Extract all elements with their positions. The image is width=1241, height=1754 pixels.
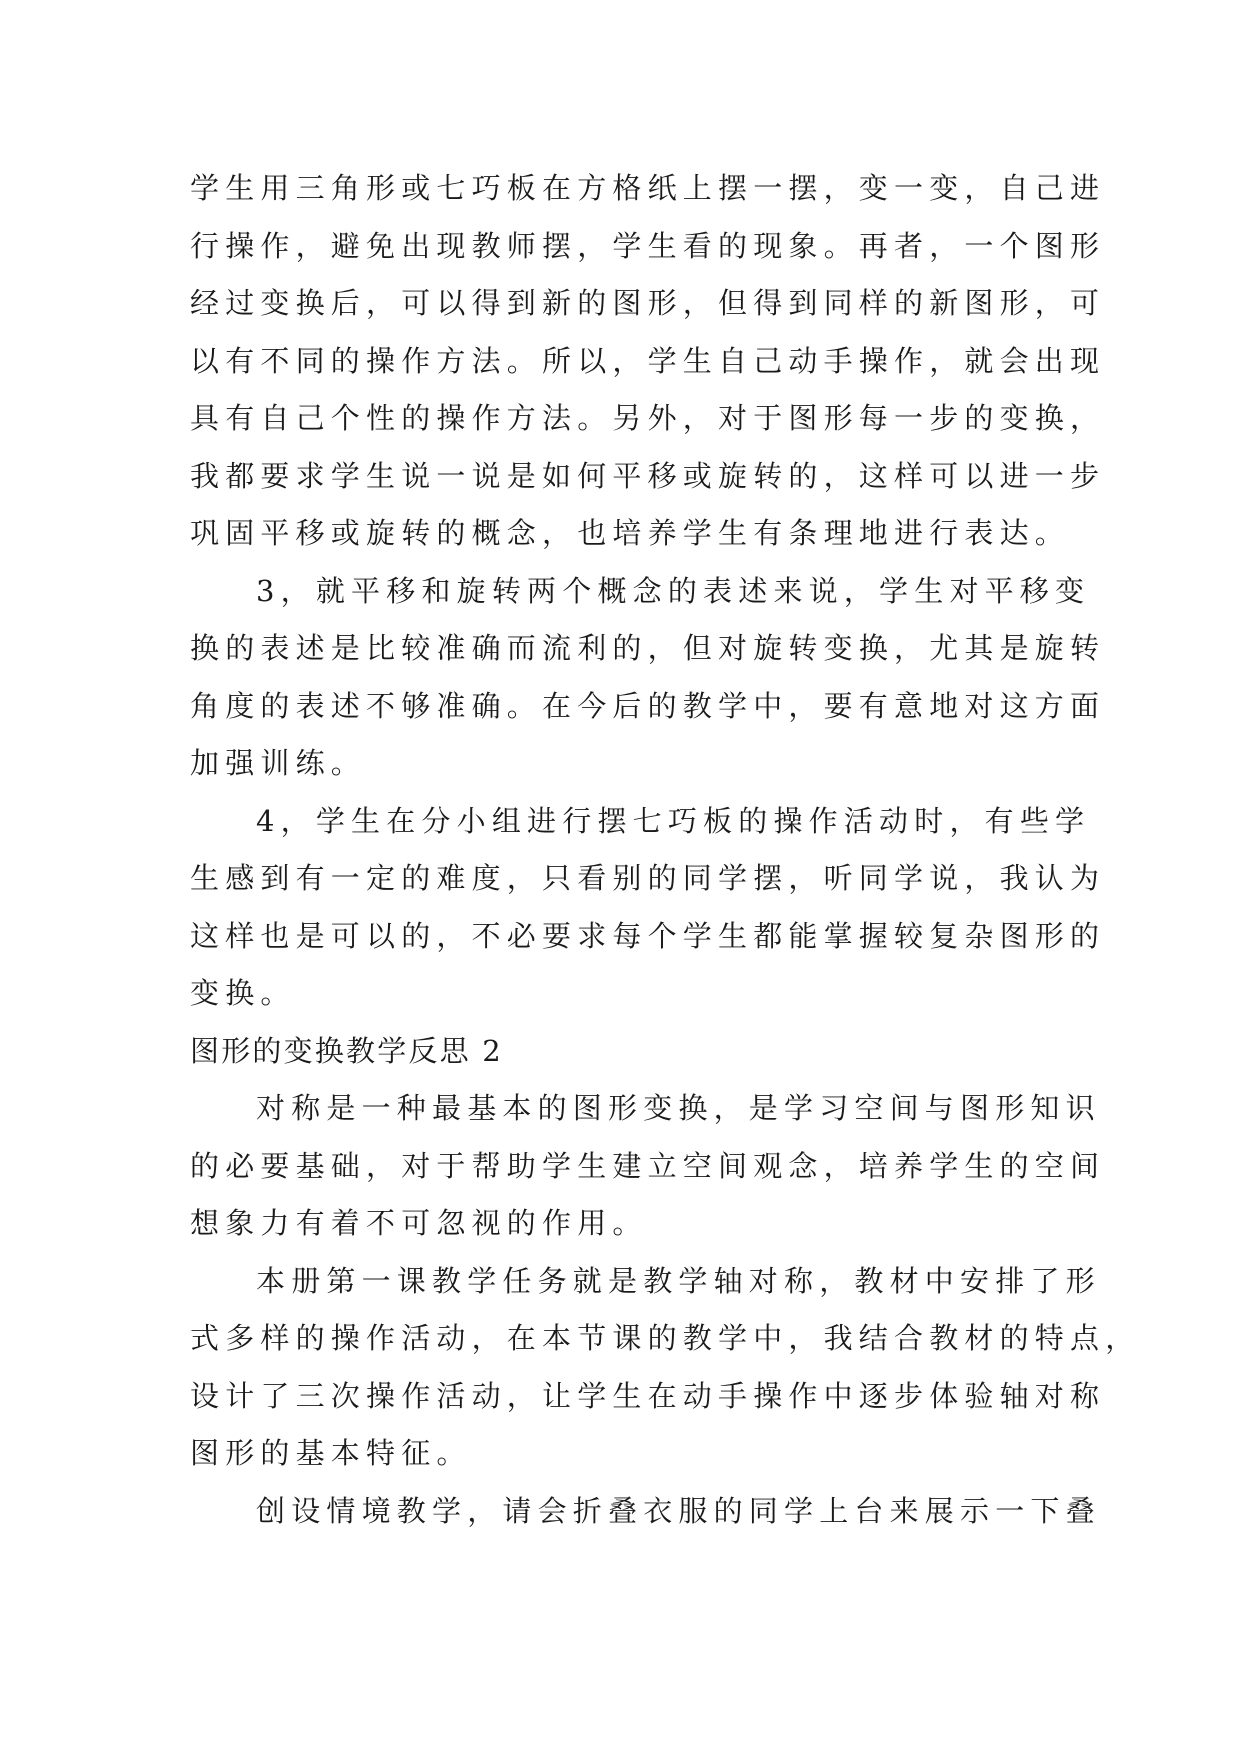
section-heading: 图形的变换教学反思 2 [190,1033,503,1068]
text-line: 经过变换后，可以得到新的图形，但得到同样的新图形，可 [190,286,1106,320]
text-line: 变换。 [190,976,296,1010]
text-line: 我都要求学生说一说是如何平移或旋转的，这样可以进一步 [190,458,1106,493]
text-line: 巩固平移或旋转的概念，也培养学生有条理地进行表达。 [190,516,1071,550]
paragraph-start-line: 4，学生在分小组进行摆七巧板的操作活动时，有些学 [256,803,1091,838]
paragraph-start-line: 本册第一课教学任务就是教学轴对称，教材中安排了形 [256,1263,1101,1298]
text-line: 式多样的操作活动，在本节课的教学中，我结合教材的特点， [190,1321,1141,1355]
text-line: 这样也是可以的，不必要求每个学生都能掌握较复杂图形的 [190,918,1106,953]
text-line: 以有不同的操作方法。所以，学生自己动手操作，就会出现 [190,343,1106,378]
text-line: 图形的基本特征。 [190,1436,472,1470]
text-line: 具有自己个性的操作方法。另外，对于图形每一步的变换， [190,401,1106,435]
text-line: 加强训练。 [190,746,367,780]
text-line: 想象力有着不可忽视的作用。 [190,1206,648,1240]
text-line: 行操作，避免出现教师摆，学生看的现象。再者，一个图形 [190,228,1106,263]
paragraph-start-line: 创设情境教学，请会折叠衣服的同学上台来展示一下叠 [256,1493,1101,1528]
text-line: 换的表述是比较准确而流利的，但对旋转变换，尤其是旋转 [190,631,1106,665]
document-body [190,160,1141,1540]
paragraph-start-line: 对称是一种最基本的图形变换，是学习空间与图形知识 [256,1091,1101,1125]
text-line: 生感到有一定的难度，只看别的同学摆，听同学说，我认为 [190,861,1106,895]
text-line: 学生用三角形或七巧板在方格纸上摆一摆，变一变，自己进 [190,171,1106,205]
text-line: 的必要基础，对于帮助学生建立空间观念，培养学生的空间 [190,1148,1106,1183]
text-line: 设计了三次操作活动，让学生在动手操作中逐步体验轴对称 [190,1378,1106,1413]
text-line: 角度的表述不够准确。在今后的教学中，要有意地对这方面 [190,688,1106,723]
paragraph-start-line: 3，就平移和旋转两个概念的表述来说，学生对平移变 [256,573,1091,608]
